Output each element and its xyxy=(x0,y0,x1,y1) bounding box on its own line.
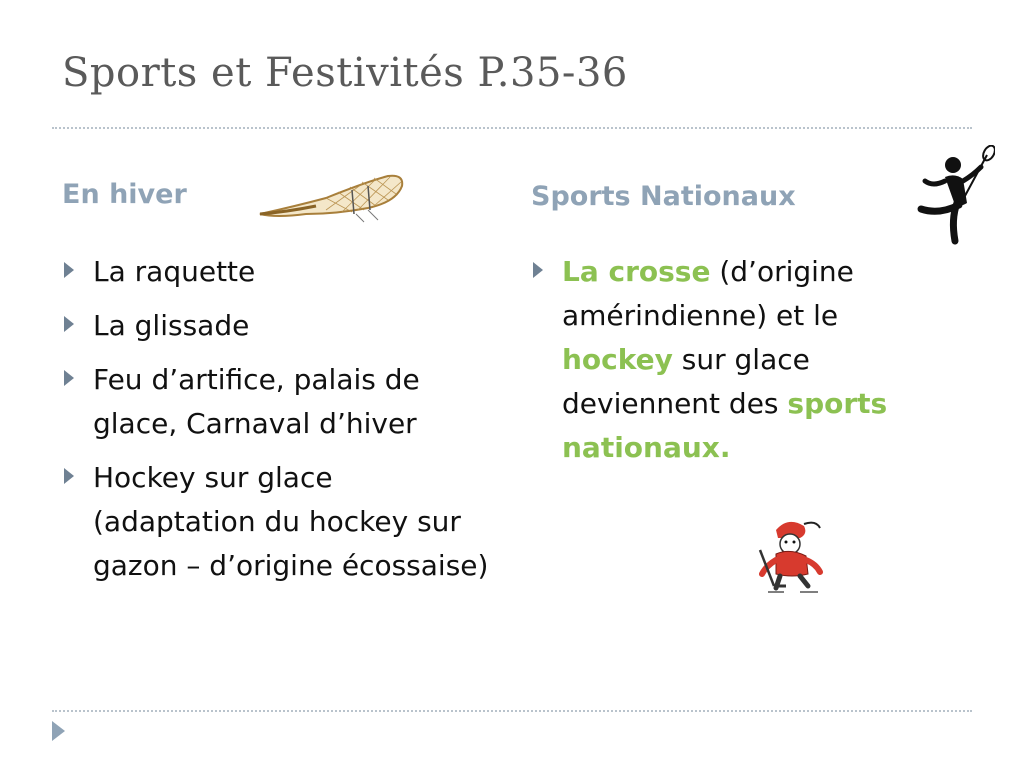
winter-activities-list xyxy=(62,250,502,598)
list-item: Feu d’artifice, palais de glace, Carnaval d’hiver xyxy=(62,358,502,446)
bullet-arrow-icon xyxy=(64,370,74,386)
heading-en-hiver: En hiver xyxy=(62,179,187,210)
list-item: Hockey sur glace (adaptation du hockey sur gazon – d’origine écossaise) xyxy=(62,456,502,588)
bullet-arrow-icon xyxy=(64,468,74,484)
list-item: La crosse (d’origine amérindienne) et le hockey sur glace deviennent des sports nationaux. xyxy=(531,250,931,470)
highlight-sports-nationaux: sports nationaux. xyxy=(562,387,888,464)
list-item: La raquette xyxy=(62,250,502,294)
hockey-player-cartoon xyxy=(748,514,832,598)
highlight-hockey: hockey xyxy=(562,343,673,376)
bottom-divider xyxy=(52,710,972,712)
heading-sports-nationaux: Sports Nationaux xyxy=(531,181,796,212)
list-item: La glissade xyxy=(62,304,502,348)
slide-title: Sports et Festivités P.35-36 xyxy=(62,50,628,96)
bullet-arrow-icon xyxy=(64,262,74,278)
bullet-arrow-icon xyxy=(64,316,74,332)
highlight-la-crosse: La crosse xyxy=(562,255,711,288)
lacrosse-player-icon xyxy=(915,145,995,250)
top-divider xyxy=(52,127,972,129)
snowshoe-illustration xyxy=(256,164,406,228)
bullet-arrow-icon xyxy=(533,262,543,278)
national-sports-list xyxy=(531,250,931,480)
next-slide-arrow-icon[interactable] xyxy=(52,721,65,741)
